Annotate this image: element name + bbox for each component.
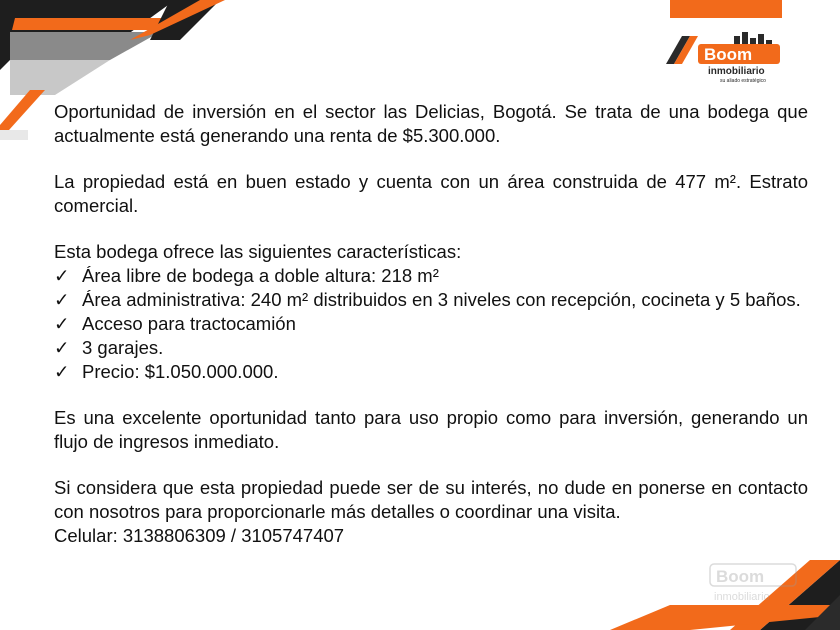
check-icon: ✓ — [54, 265, 70, 286]
list-item — [54, 336, 808, 360]
list-item — [54, 288, 808, 312]
check-icon: ✓ — [54, 361, 70, 382]
feature-text: Área administrativa: 240 m² distribuidos en 3 niveles con recepción, cocineta y 5 baños. — [82, 289, 801, 310]
logo-tagline: su aliado estratégico — [720, 78, 766, 84]
watermark-logo — [706, 560, 806, 604]
feature-text: Acceso para tractocamión — [82, 313, 296, 334]
feature-text: 3 garajes. — [82, 337, 164, 358]
features-section — [54, 240, 808, 384]
logo-wordmark: Boom — [704, 45, 753, 64]
check-icon: ✓ — [54, 313, 70, 334]
brand-logo — [664, 30, 788, 88]
logo-subtitle: inmobiliario — [708, 66, 765, 77]
list-item — [54, 360, 808, 384]
list-item — [54, 312, 808, 336]
features-heading: Esta bodega ofrece las siguientes características: — [54, 241, 462, 262]
top-right-bar-decoration — [670, 0, 790, 22]
watermark-wordmark: Boom — [716, 567, 765, 586]
opportunity-paragraph: Es una excelente oportunidad tanto para uso propio como para inversión, generando un flujo de ingresos inmediato. — [54, 407, 808, 452]
watermark-subtitle: inmobiliario — [714, 591, 770, 603]
document-body — [54, 100, 808, 548]
contact-paragraph: Si considera que esta propiedad puede ser de su interés, no dude en ponerse en contacto con nosotros para proporcionarle más detalles o coordinar una visita. — [54, 477, 808, 522]
check-icon: ✓ — [54, 337, 70, 358]
condition-paragraph: La propiedad está en buen estado y cuenta con un área construida de 477 m². Estrato comercial. — [54, 171, 808, 216]
feature-text: Área libre de bodega a doble altura: 218 m² — [82, 265, 439, 286]
feature-text: Precio: $1.050.000.000. — [82, 361, 279, 382]
list-item — [54, 264, 808, 288]
check-icon: ✓ — [54, 289, 70, 310]
phone-line: Celular: 3138806309 / 3105747407 — [54, 525, 345, 546]
intro-paragraph: Oportunidad de inversión en el sector las Delicias, Bogotá. Se trata de una bodega que actualmente está generando una renta de $5.300.000. — [54, 101, 808, 146]
features-list — [54, 264, 808, 384]
